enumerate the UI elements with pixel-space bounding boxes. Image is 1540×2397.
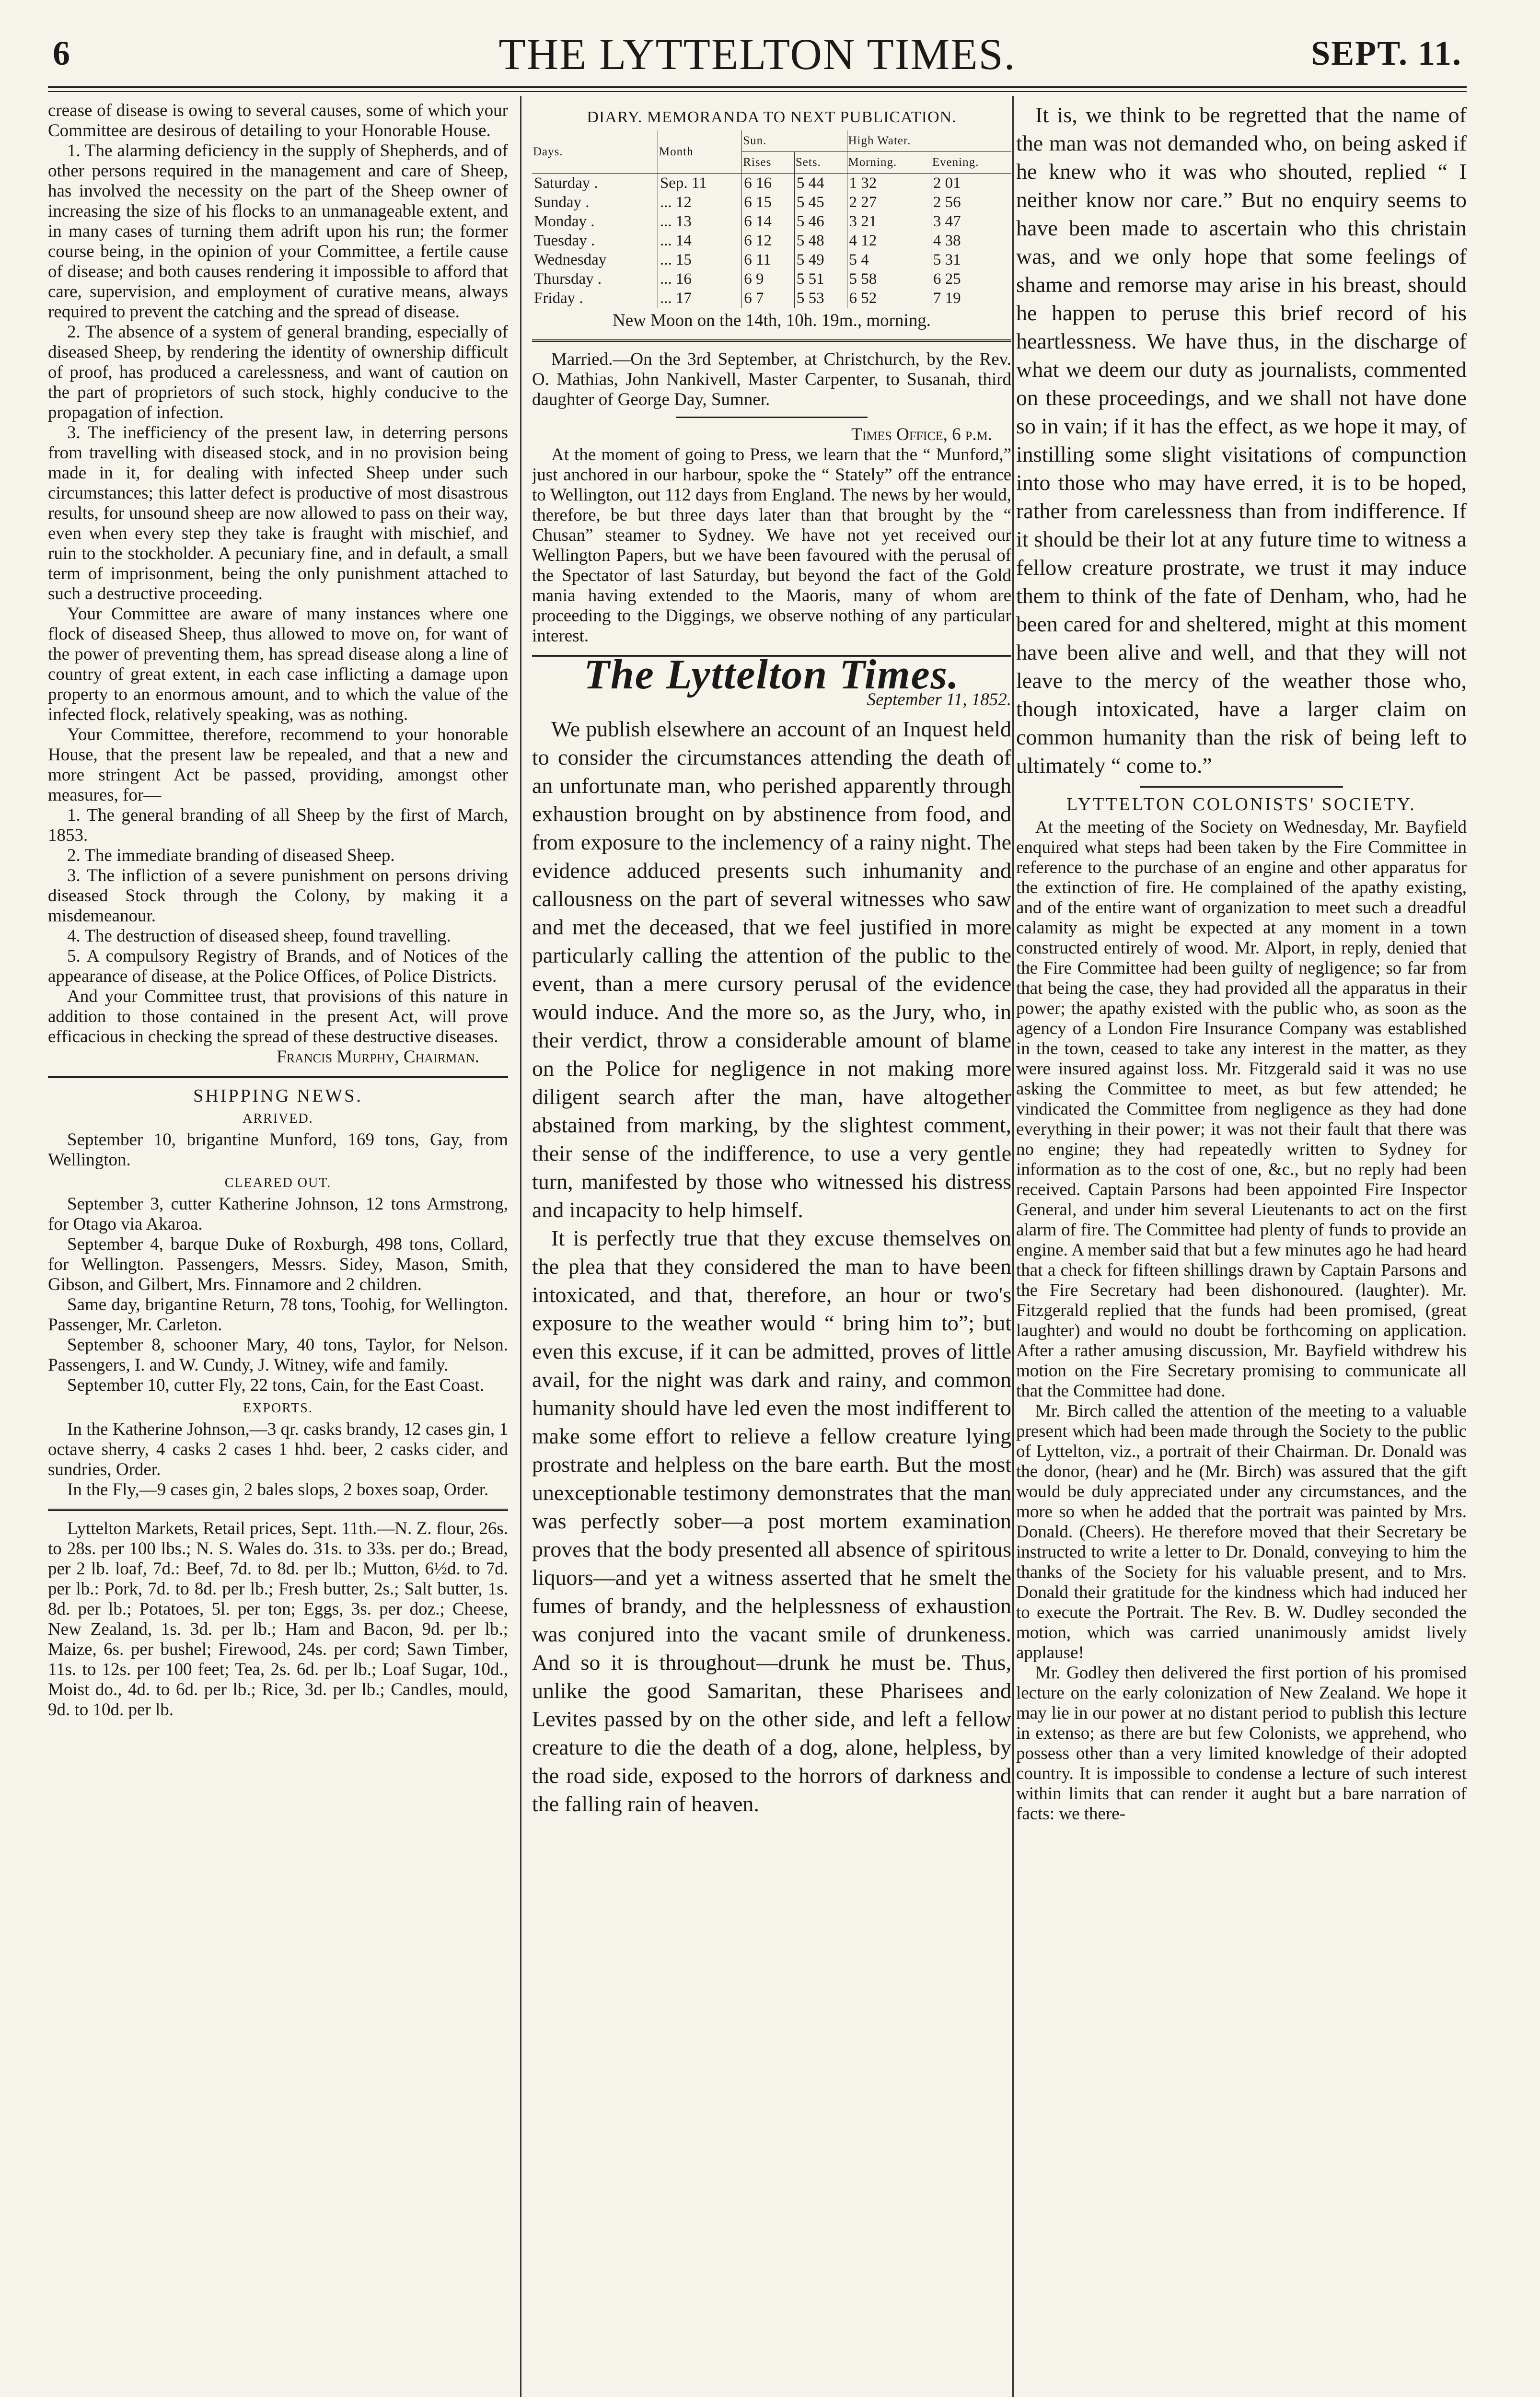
diary-rises: 6 7 [742, 289, 795, 308]
diary-evening: 3 47 [933, 213, 961, 230]
shipping-entry: September 10, brigantine Munford, 169 tons, Gay, from Wellington. [48, 1130, 508, 1170]
diary-header-high-water: High Water. [847, 130, 1011, 152]
diary-morning: 5 4 [847, 250, 931, 269]
cleared-heading: CLEARED OUT. [224, 1175, 332, 1190]
diary-morning: 2 27 [847, 193, 931, 212]
diary-row [532, 212, 1011, 231]
editorial-continuation: It is, we think to be regretted that the name of the man was not demanded who, on being asked if he knew who it was who shouted, replied “ I neither know nor care.” But no enquiry seems to have been made to ascertain who this christain was, and we only hope that some feelings of shame and remorse may arise in his breast, should he happen to peruse this brief record of his heartlessness. We have thus, in the discharge of what we deem our duty as journalists, commented on these proceedings, and we shall not have done so in vain; if it has the effect, as we hope it may, of instilling some slight visitations of compunction into those who may have erred, it is to be hoped, rather from carelessness than from indifference. If it should be their lot at any future time to witness a fellow creature prostrate, we trust it may induce them to think of the fate of Denham, who, had he been cared for and sheltered, might at this moment have been alive and well, and that they will not leave to the mercy of the weather those who, though intoxicated, have a larger claim on common humanity than the risk of being left to ultimately “ come to.” [1016, 103, 1467, 778]
shipping-entry: Same day, brigantine Return, 78 tons, Toohig, for Wellington. Passenger, Mr. Carleton. [48, 1295, 508, 1335]
editorial-paragraph: It is perfectly true that they excuse themselves on the plea that they considered the man to have been intoxicated, and that, therefore, an hour or two's exposure to the weather would “ bring him to”; but even this excuse, if it can be admitted, proves of little avail, for the night was dark and rainy, and common humanity should have led even the most indifferent to make some effort to relieve a fellow creature lying prostrate and helpless on the bare earth. But the most unexceptionable testimony demonstrates that the man was perfectly sober—a post mortem examination proves that the body presented all absence of spiritous liquors—and yet a witness asserted that he smelt the fumes of brandy, and the helplessness of exhaustion was conjured into the vacant smile of drunkeness. And so it is throughout—drunk he must be. Thus, unlike the good Samaritan, these Pharisees and Levites passed by on the other side, and left a fellow creature to die the death of a dog, alone, helpless, by the road side, exposed to the horrors of darkness and the falling rain of heaven. [532, 1226, 1011, 1816]
diary-evening: 4 38 [933, 232, 961, 249]
diary-day: Tuesday . [532, 231, 658, 250]
diary-evening: 5 31 [933, 251, 961, 268]
report-signature: Francis Murphy, Chairman. [277, 1047, 479, 1067]
section-divider [48, 1076, 508, 1078]
diary-evening: 2 01 [933, 175, 961, 192]
moon-note: New Moon on the 14th, 10h. 19m., morning. [613, 311, 931, 330]
marriage-notice: Married.—On the 3rd September, at Christchurch, by the Rev. O. Mathias, John Nankivell, Master Carpenter, to Susanah, third daughter of George Day, Sumner. [532, 349, 1011, 409]
diary-sets: 5 45 [794, 193, 847, 212]
diary-header-month: Month [658, 130, 741, 174]
diary-month: ... 16 [658, 269, 741, 289]
diary-sets: 5 46 [794, 212, 847, 231]
diary-header-rises: Rises [742, 152, 795, 174]
diary-header-days: Days. [532, 130, 658, 174]
diary-day: Wednesday [532, 250, 658, 269]
society-paragraph: Mr. Birch called the attention of the meeting to a valuable present which had been made through the Society to the public of Lyttelton, viz., a portrait of their Chairman. Dr. Donald was the donor, (hear) and he (Mr. Birch) was assured that the gift would be duly appreciated under any circumstances, and the more so when he added that the portrait was painted by Mrs. Donald. (Cheers). He therefore moved that their Secretary be instructed to write a letter to Dr. Donald, conveying to him the thanks of the Society for his valuable present, and to Mrs. Donald their gratitude for the kindness which had induced her to execute the Portrait. The Rev. B. W. Dudley seconded the motion, which was carried unanimously amidst lively applause! [1016, 1401, 1467, 1663]
diary-month: ... 14 [658, 231, 741, 250]
diary-evening: 2 56 [933, 194, 961, 211]
diary-row [532, 193, 1011, 212]
column-divider [1012, 96, 1014, 2397]
diary-header-evening: Evening. [931, 152, 1011, 174]
report-paragraph: Your Committee, therefore, recommend to your honorable House, that the present law be repealed, and that a new and more stringent Act be passed, providing, amongst other measures, for— [48, 725, 508, 805]
newspaper-title: THE LYTTELTON TIMES. [498, 30, 1016, 79]
diary-morning: 5 58 [847, 269, 931, 289]
editorial-date: September 11, 1852. [867, 690, 1011, 710]
masthead [48, 29, 1467, 81]
masthead-rule-thin [48, 91, 1467, 92]
diary-rises: 6 15 [742, 193, 795, 212]
diary-header-sets: Sets. [794, 152, 847, 174]
report-paragraph: 1. The alarming deficiency in the supply of Shepherds, and of other persons required in the management and care of Sheep, has involved the necessity on the part of the Sheep owner of increasing the size of his flocks to an unmanageable extent, and in many cases of turning them adrift upon his run; the former course being, in the opinion of your Committee, a fertile cause of disease; and both causes rendering it impossible to afford that care, supervision, and employment of curative means, always required to prevent the catching and the spread of disease. [48, 141, 508, 322]
report-paragraph: Your Committee are aware of many instances where one flock of diseased Sheep, thus allowed to move on, for want of the power of preventing them, has spread disease along a line of country of great extent, in each case inflicting a damage upon property to an enormous amount, and to which the value of the infected flock, relatively speaking, was as nothing. [48, 604, 508, 724]
society-paragraph: At the meeting of the Society on Wednesday, Mr. Bayfield enquired what steps had been taken by the Fire Committee in reference to the purchase of an engine and other apparatus for the extinction of fire. He complained of the apathy existing, and of the entire want of organization to meet such a dreadful calamity as might be expected at any moment in a town constructed entirely of wood. Mr. Alport, in reply, denied that the Fire Committee had been guilty of negligence; so far from that being the case, they had provided all the apparatus in their power; the apathy existed with the public who, as soon as the agency of a London Fire Insurance Company was established in the town, ceased to take any interest in the matter, as they were insured against loss. Mr. Fitzgerald said it was no use asking the Committee to meet, as but few attended; he vindicated the Committee from negligence as they had done everything in their power; it was not their fault that there was no engine; they had repeatedly written to Sydney for information as to the cost of one, &c., but no reply had been received. Captain Parsons had been appointed Fire Inspector General, and under him several Lieutenants to act on the first alarm of fire. The Committee had plenty of funds to provide an engine. A member said that but a few minutes ago he had heard that a check for fifteen shillings drawn by Captain Parsons and the Fire Secretary had been dishonoured. (laughter). Mr. Fitzgerald replied that the funds had been promised, (great laughter) and would no doubt be forthcoming on application. After a rather amusing discussion, Mr. Bayfield withdrew his motion on the Fire Secretary promising to communicate all that the Committee had done. [1016, 817, 1467, 1401]
column-middle [532, 101, 1011, 2397]
recommendation: 3. The infliction of a severe punishment on persons driving diseased Stock through the Colony, by making it a misdemeanour. [48, 866, 508, 926]
diary-header-sun: Sun. [742, 130, 847, 152]
diary-rises: 6 14 [742, 212, 795, 231]
page-number: 6 [53, 34, 70, 72]
issue-date: SEPT. 11. [1311, 34, 1462, 72]
diary-month: ... 12 [658, 193, 741, 212]
editorial-paragraph: We publish elsewhere an account of an Inquest held to consider the circumstances attending the death of an unfortunate man, who perished apparently through exhaustion brought on by abstinence from food, and from exposure to the inclemency of a rainy night. The evidence adduced presents such inhumanity and callousness on the part of several witnesses who saw and met the deceased, that we feel justified in more particularly calling the attention of the public to the event, than a mere cursory perusal of the evidence would induce. And the more so, as the Jury, who, in their verdict, throw a considerable amount of blame on the Police for negligence in not making more diligent search after the man, have altogether abstained from marking, by the slightest comment, their sense of the indifference, to use a very gentle turn, manifested by those who witnessed his distress and incapacity to help himself. [532, 717, 1011, 1222]
diary-rises: 6 9 [742, 269, 795, 289]
society-heading: LYTTELTON COLONISTS' SOCIETY. [1066, 794, 1416, 815]
shipping-entry: September 10, cutter Fly, 22 tons, Cain, for the East Coast. [67, 1375, 485, 1395]
diary-rises: 6 12 [742, 231, 795, 250]
diary-rises: 6 16 [742, 174, 795, 193]
diary-sets: 5 44 [794, 174, 847, 193]
report-paragraph: 3. The inefficiency of the present law, in deterring persons from travelling with diseased stock, and in no provision being made in it, for dealing with infected Sheep under such circumstances; this latter defect is productive of most disastrous results, for unsound sheep are now allowed to pass on their way, even when every step they take is fraught with mischief, and ruin to the stockholder. A pecuniary fine, and in default, a small term of imprisonment, being the only punishment attached to such a destructive proceeding. [48, 423, 508, 604]
report-paragraph: 2. The absence of a system of general branding, especially of diseased Sheep, by rendering the identity of ownership difficult of proof, has produced a carelessness, and want of caution on the part of proprietors of such stock, highly conducive to the propagation of infection. [48, 322, 508, 422]
arrived-heading: ARRIVED. [243, 1111, 313, 1126]
diary-row [532, 269, 1011, 289]
recommendation: 5. A compulsory Registry of Brands, and of Notices of the appearance of disease, at the Police Offices, of Police Districts. [48, 946, 508, 986]
section-divider [48, 1509, 508, 1511]
export-entry: In the Katherine Johnson,—3 qr. casks brandy, 12 cases gin, 1 octave sherry, 4 casks 2 cases 1 hhd. beer, 2 casks cider, and sundries, Order. [48, 1420, 508, 1479]
section-divider [532, 339, 1011, 342]
diary-table [532, 130, 1011, 308]
column-right [1016, 101, 1467, 2397]
masthead-rule [48, 86, 1467, 88]
diary-month: ... 13 [658, 212, 741, 231]
diary-header-morning: Morning. [847, 152, 931, 174]
markets-paragraph: Lyttelton Markets, Retail prices, Sept. 11th.—N. Z. flour, 26s. to 28s. per 100 lbs.; N. S. Wales do. 31s. to 33s. per do.; Bread, per 2 lb. loaf, 7d.: Beef, 7d. to 8d. per lb.; Mutton, 6½d. to 7d. per lb.: Pork, 7d. to 8d. per lb.; Fresh butter, 2s.; Salt butter, 1s. 8d. per lb.; Potatoes, 5l. per ton; Eggs, 3s. per doz.; Cheese, New Zealand, 1s. 3d. per lb.; Ham and Bacon, 9d. per lb.; Maize, 6s. per bushel; Firewood, 24s. per cord; Sawn Timber, 11s. to 12s. per 100 feet; Tea, 2s. 6d. per lb.; Loaf Sugar, 10d., Moist do., 4d. to 6d. per lb.; Rice, 3d. per lb.; Candles, mould, 9d. to 10d. per lb. [48, 1519, 508, 1720]
recommendation: 2. The immediate branding of diseased Sheep. [67, 846, 395, 865]
society-paragraph: Mr. Godley then delivered the first portion of his promised lecture on the early colonization of New Zealand. We hope it may lie in our power at no distant period to publish this lecture in extenso; as there are but few Colonists, we apprehend, who possess other than a very limited knowledge of their adopted country. It is impossible to condense a lecture of such interest within limits that can render it aught but a bare narration of facts: we there- [1016, 1663, 1467, 1824]
shipping-entry: September 3, cutter Katherine Johnson, 12 tons Armstrong, for Otago via Akaroa. [48, 1194, 508, 1234]
shipping-entry: September 4, barque Duke of Roxburgh, 498 tons, Collard, for Wellington. Passengers, Messrs. Sidey, Mason, Smith, Gibson, and Gilbert, Mrs. Finnamore and 2 children. [48, 1234, 508, 1294]
times-office-heading: Times Office, 6 p.m. [851, 425, 992, 444]
editorial-masthead: The Lyttelton Times. [584, 652, 960, 698]
exports-heading: EXPORTS. [243, 1401, 313, 1416]
press-news-paragraph: At the moment of going to Press, we learn that the “ Munford,” just anchored in our harbour, spoke the “ Stately” off the entrance to Wellington, out 112 days from England. The news by her would, therefore, be but three days later than that brought by the “ Chusan” steamer to Sydney. We have not yet received our Wellington Papers, but we have been favoured with the perusal of the Spectator of last Saturday, but beyond the fact of the Gold mania having extended to the Maoris, many of whom are proceeding to the Diggings, we observe nothing of any particular interest. [532, 445, 1011, 646]
report-paragraph: crease of disease is owing to several causes, some of which your Committee are desirous of detailing to your Honorable House. [48, 101, 508, 140]
diary-sets: 5 49 [794, 250, 847, 269]
short-rule [676, 417, 868, 418]
short-rule [1140, 786, 1343, 788]
shipping-entry: September 8, schooner Mary, 40 tons, Taylor, for Nelson. Passengers, I. and W. Cundy, J. Witney, wife and family. [48, 1335, 508, 1375]
diary-rises: 6 11 [742, 250, 795, 269]
recommendation: 4. The destruction of diseased sheep, found travelling. [67, 926, 451, 946]
diary-row [532, 250, 1011, 269]
report-paragraph: And your Committee trust, that provisions of this nature in addition to those contained in the present Act, will prove efficacious in checking the spread of these destructive diseases. [48, 987, 508, 1047]
recommendation: 1. The general branding of all Sheep by the first of March, 1853. [48, 805, 508, 845]
diary-row [532, 231, 1011, 250]
column-divider [520, 96, 521, 2397]
diary-row [532, 289, 1011, 308]
diary-morning: 4 12 [847, 231, 931, 250]
diary-day: Friday . [532, 289, 658, 308]
diary-sets: 5 53 [794, 289, 847, 308]
diary-evening: 6 25 [933, 270, 961, 288]
diary-morning: 1 32 [847, 174, 931, 193]
diary-morning: 3 21 [847, 212, 931, 231]
diary-evening: 7 19 [933, 290, 961, 307]
diary-day: Monday . [532, 212, 658, 231]
diary-sets: 5 51 [794, 269, 847, 289]
diary-day: Sunday . [532, 193, 658, 212]
diary-sets: 5 48 [794, 231, 847, 250]
diary-month: ... 17 [658, 289, 741, 308]
diary-month: ... 15 [658, 250, 741, 269]
diary-day: Thursday . [532, 269, 658, 289]
diary-row [532, 174, 1011, 193]
shipping-news-heading: SHIPPING NEWS. [193, 1086, 363, 1106]
diary-morning: 6 52 [847, 289, 931, 308]
column-left [48, 101, 508, 2397]
diary-day: Saturday . [532, 174, 658, 193]
diary-month: Sep. 11 [658, 174, 741, 193]
diary-heading: DIARY. MEMORANDA TO NEXT PUBLICATION. [587, 108, 957, 126]
export-entry: In the Fly,—9 cases gin, 2 bales slops, 2 boxes soap, Order. [67, 1480, 489, 1500]
